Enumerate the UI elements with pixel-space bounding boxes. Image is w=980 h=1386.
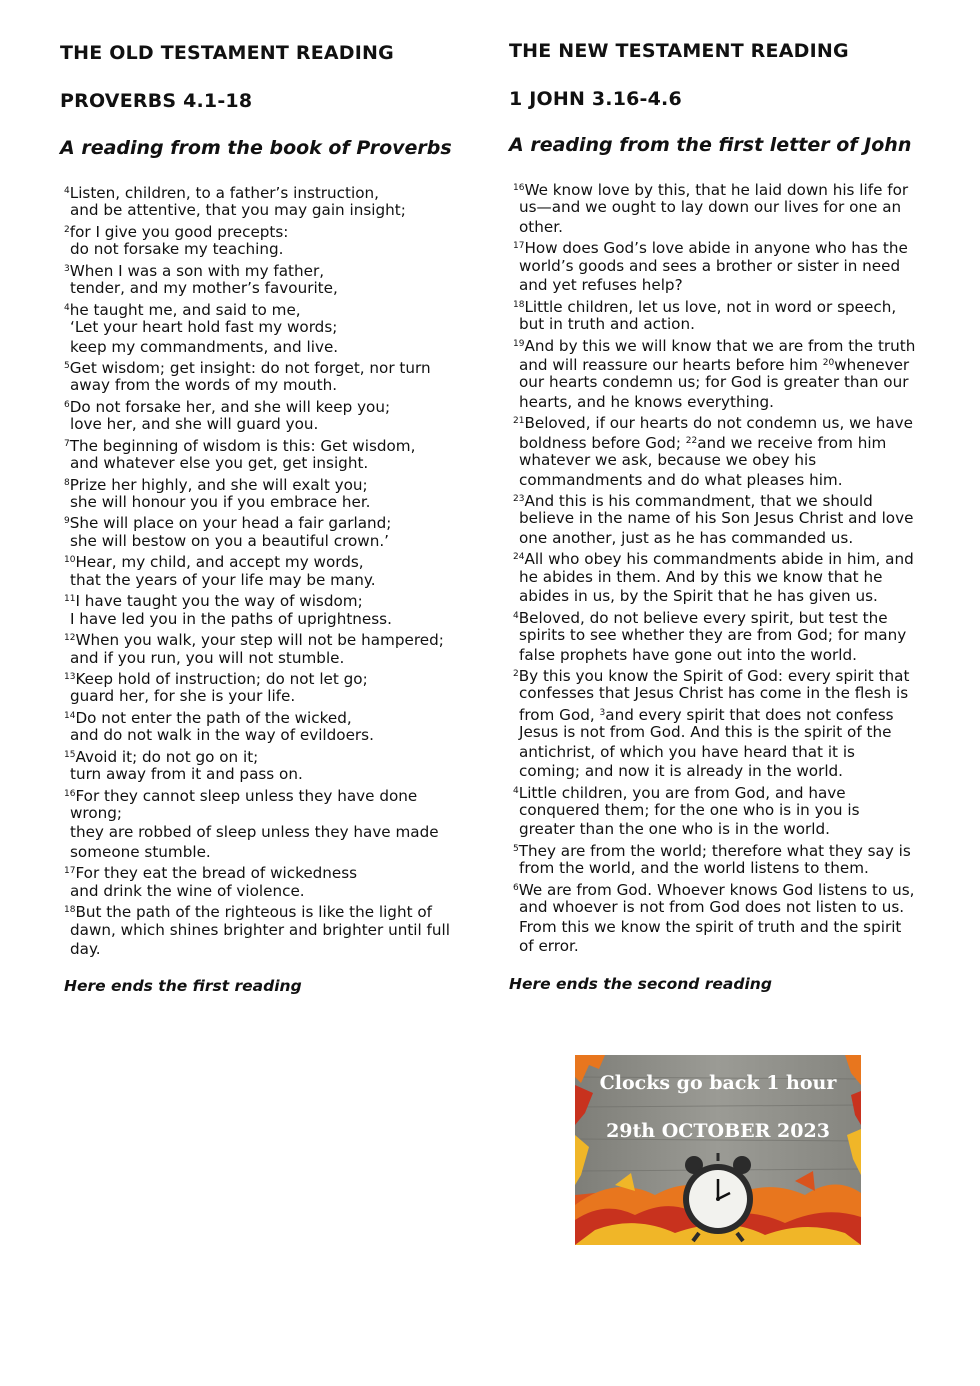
verse-text: They are from the world; therefore what they say is	[518, 841, 911, 860]
verse-line	[60, 629, 450, 648]
old-testament-heading: THE OLD TESTAMENT READING	[60, 42, 394, 64]
verse-line	[509, 471, 915, 490]
verse-text: For they eat the bread of wickedness	[75, 864, 358, 883]
verse-line	[509, 568, 915, 587]
verse-text: and whatever else you get, get insight.	[70, 454, 369, 473]
clocks-go-back-date: 29th OCTOBER 2023	[606, 1120, 830, 1142]
verse-line	[509, 218, 915, 237]
verse-number: 18	[64, 905, 76, 916]
verse-number: 14	[64, 710, 76, 721]
verse-text: Listen, children, to a father’s instruction,	[69, 184, 379, 202]
verse-line	[509, 684, 915, 703]
verse-line	[60, 201, 450, 220]
verse-line	[509, 490, 915, 509]
verse-line	[509, 451, 915, 470]
verse-number: 20	[822, 357, 835, 368]
verse-number: 4	[64, 186, 70, 196]
verse-number: 7	[64, 438, 70, 449]
verse-number: 23	[513, 494, 525, 504]
verse-text: Get wisdom; get insight: do not forget, nor turn	[69, 358, 431, 377]
verse-line	[509, 626, 915, 645]
new-testament-intro: A reading from the first letter of John	[509, 134, 912, 156]
verse-text: antichrist, of which you have heard that it is	[519, 742, 855, 761]
verse-text: from God,	[519, 705, 600, 724]
verse-text: someone stumble.	[70, 842, 211, 861]
verse-line	[509, 801, 915, 820]
verse-text: boldness before God;	[519, 433, 686, 452]
verse-line	[60, 668, 450, 687]
verse-text: and every spirit that does not confess	[605, 705, 894, 724]
verse-line	[60, 843, 450, 862]
verse-number: 4	[513, 785, 519, 796]
verse-text: Little children, let us love, not in word or speech,	[524, 297, 897, 316]
verse-line	[60, 862, 450, 881]
verse-line	[509, 237, 915, 256]
verse-line	[60, 435, 450, 454]
verse-text: and whoever is not from God does not listen to us.	[519, 898, 905, 917]
new-testament-heading: THE NEW TESTAMENT READING	[509, 40, 849, 62]
verse-text: he taught me, and said to me,	[69, 300, 301, 319]
verse-line	[60, 376, 450, 395]
verse-text: When I was a son with my father,	[69, 261, 325, 280]
verse-text: How does God’s love abide in anyone who has the	[524, 239, 908, 258]
verse-text: The beginning of wisdom is this: Get wisdom,	[69, 436, 416, 455]
verse-number: 19	[513, 338, 525, 349]
verse-line	[60, 901, 450, 920]
verse-text: From this we know the spirit of truth and the spirit	[519, 917, 902, 936]
verse-number: 8	[64, 477, 70, 488]
verse-line	[60, 726, 450, 745]
verse-text: and do not walk in the way of evildoers.	[70, 726, 374, 745]
verse-line	[509, 296, 915, 315]
verse-text: from the world, and the world listens to them.	[519, 859, 869, 878]
verse-line	[509, 918, 915, 937]
verse-text: And this is his commandment, that we should	[524, 492, 873, 510]
verse-text: and drink the wine of violence.	[70, 881, 305, 900]
verse-text: turn away from it and pass on.	[70, 765, 303, 784]
verse-text: I have led you in the paths of uprightness.	[70, 609, 392, 628]
verse-line	[509, 529, 915, 548]
verse-text: For they cannot sleep unless they have done	[75, 786, 418, 805]
verse-line	[509, 509, 915, 528]
verse-line	[60, 279, 450, 298]
verse-line	[509, 879, 915, 898]
verse-text: other.	[519, 217, 563, 236]
old-testament-intro: A reading from the book of Proverbs	[60, 137, 452, 159]
verse-text: and yet refuses help?	[519, 276, 683, 295]
verse-line	[509, 354, 915, 373]
verse-text: We know love by this, that he laid down his life for	[524, 181, 909, 199]
verse-line	[60, 338, 450, 357]
verse-text: and if you run, you will not stumble.	[70, 648, 345, 667]
verse-number: 16	[513, 183, 525, 193]
verse-line	[60, 357, 450, 376]
verse-line	[60, 610, 450, 629]
verse-text: believe in the name of his Son Jesus Christ and love	[519, 509, 914, 528]
verse-line	[509, 859, 915, 878]
old-testament-reference: PROVERBS 4.1-18	[60, 90, 253, 112]
verse-number: 15	[64, 749, 76, 760]
verse-number: 3	[599, 707, 606, 718]
verse-line	[60, 415, 450, 434]
verse-number: 6	[64, 399, 70, 410]
verse-text: conquered them; for the one who is in you is	[519, 801, 860, 819]
verse-line	[60, 551, 450, 570]
verse-number: 13	[64, 671, 76, 682]
verse-line	[60, 940, 450, 959]
verse-text: coming; and now it is already in the world.	[519, 762, 844, 781]
verse-text: do not forsake my teaching.	[70, 240, 284, 259]
verse-text: us—and we ought to lay down our lives for one an	[519, 198, 902, 217]
verse-number: 6	[513, 882, 519, 893]
verse-line	[509, 276, 915, 295]
verse-line	[509, 587, 915, 606]
verse-text: for I give you good precepts:	[69, 222, 289, 241]
verse-text: tender, and my mother’s favourite,	[70, 279, 338, 298]
verse-line	[509, 257, 915, 276]
verse-number: 12	[64, 633, 76, 644]
verse-text: She will place on your head a fair garland;	[69, 514, 392, 533]
verse-text: Beloved, if our hearts do not condemn us, we have	[524, 414, 913, 433]
verse-text: they are robbed of sleep unless they have made	[70, 823, 439, 842]
verse-number: 2	[513, 668, 519, 679]
verse-text: Do not forsake her, and she will keep you;	[69, 397, 391, 416]
verse-line	[60, 240, 450, 259]
new-testament-reference: 1 JOHN 3.16-4.6	[509, 88, 682, 110]
verse-line	[60, 260, 450, 279]
verse-line	[60, 649, 450, 668]
verse-line	[509, 782, 915, 801]
verse-line	[509, 393, 915, 412]
verse-text: false prophets have gone out into the world.	[519, 645, 857, 664]
verse-text: dawn, which shines brighter and brighter until full	[70, 920, 450, 939]
verse-line	[509, 704, 915, 723]
verse-text: love her, and she will guard you.	[70, 415, 319, 434]
verse-line	[60, 804, 450, 823]
verse-text: wrong;	[70, 804, 123, 822]
verse-text: commandments and do what pleases him.	[519, 470, 843, 489]
clocks-go-back-title: Clocks go back 1 hour	[599, 1072, 837, 1094]
verse-number: 18	[513, 299, 525, 310]
verse-text: spirits to see whether they are from God; for many	[519, 626, 907, 645]
verse-text: By this you know the Spirit of God: every spirit that	[518, 666, 910, 685]
verse-line	[60, 318, 450, 337]
verse-number: 17	[513, 241, 525, 252]
verse-text: our hearts condemn us; for God is greater than our	[519, 373, 909, 392]
verse-number: 9	[64, 516, 70, 527]
old-testament-ending: Here ends the first reading	[64, 977, 302, 995]
verse-line	[60, 707, 450, 726]
verse-number: 2	[64, 224, 70, 235]
verse-line	[60, 882, 450, 901]
verse-text: guard her, for she is your life.	[70, 687, 296, 706]
verse-line	[60, 512, 450, 531]
verse-line	[60, 454, 450, 473]
verse-text: away from the words of my mouth.	[70, 376, 338, 395]
verse-number: 5	[64, 360, 70, 371]
verse-number: 11	[64, 594, 76, 605]
verse-line	[60, 221, 450, 240]
verse-line	[60, 493, 450, 512]
verse-text: Beloved, do not believe every spirit, but test the	[518, 608, 888, 627]
verse-line	[509, 335, 915, 354]
verse-line	[60, 396, 450, 415]
verse-line	[509, 179, 915, 198]
verse-line	[60, 746, 450, 765]
verse-text: he abides in them. And by this we know that he	[519, 567, 883, 586]
verse-text: and we receive from him	[697, 433, 887, 452]
verse-text: keep my commandments, and live.	[70, 337, 339, 356]
verse-text: she will bestow on you a beautiful crown.’	[70, 531, 389, 550]
verse-line	[60, 785, 450, 804]
verse-text: I have taught you the way of wisdom;	[75, 592, 363, 611]
verse-text: confesses that Jesus Christ has come in the flesh is	[519, 684, 909, 703]
verse-line	[509, 548, 915, 567]
verse-text: Do not enter the path of the wicked,	[75, 708, 352, 727]
verse-line	[509, 646, 915, 665]
verse-text: Little children, you are from God, and have	[518, 783, 846, 802]
verse-line	[60, 590, 450, 609]
verse-text: and will reassure our hearts before him	[519, 355, 823, 374]
verse-text: whenever	[834, 355, 910, 374]
verse-number: 24	[513, 552, 525, 563]
old-testament-verses	[60, 182, 450, 960]
verse-text: that the years of your life may be many.	[70, 570, 376, 589]
clocks-go-back-card	[575, 1055, 861, 1245]
verse-text: she will honour you if you embrace her.	[70, 493, 371, 511]
verse-line	[509, 432, 915, 451]
verse-number: 10	[64, 555, 76, 566]
verse-text: Hear, my child, and accept my words,	[75, 553, 364, 572]
verse-line	[509, 762, 915, 781]
verse-line	[509, 937, 915, 956]
verse-number: 4	[513, 610, 519, 621]
verse-number: 4	[64, 302, 70, 313]
new-testament-verses	[509, 179, 915, 957]
verse-line	[509, 665, 915, 684]
verse-text: abides in us, by the Spirit that he has given us.	[519, 587, 878, 606]
verse-text: hearts, and he knows everything.	[519, 392, 774, 411]
verse-text: All who obey his commandments abide in him, and	[524, 550, 914, 569]
new-testament-ending: Here ends the second reading	[509, 975, 772, 993]
verse-text: Avoid it; do not go on it;	[75, 747, 259, 766]
verse-text: When you walk, your step will not be hampered;	[75, 631, 444, 650]
verse-number: 21	[513, 416, 525, 427]
verse-number: 22	[685, 435, 698, 446]
verse-line	[509, 373, 915, 392]
verse-text: We are from God. Whoever knows God listens to us,	[518, 880, 915, 899]
verse-text: world’s goods and sees a brother or sister in need	[519, 256, 901, 275]
verse-text: whatever we ask, because we obey his	[519, 451, 817, 470]
verse-text: Prize her highly, and she will exalt you;	[69, 475, 368, 494]
verse-line	[60, 921, 450, 940]
verse-text: day.	[70, 940, 101, 959]
verse-line	[509, 820, 915, 839]
verse-text: Jesus is not from God. And this is the spirit of the	[519, 723, 892, 742]
verse-text: and be attentive, that you may gain insight;	[70, 201, 406, 220]
verse-line	[60, 571, 450, 590]
verse-text: Keep hold of instruction; do not let go;	[75, 669, 368, 688]
verse-line	[509, 840, 915, 859]
verse-text: one another, just as he has commanded us.	[519, 528, 854, 547]
verse-number: 5	[513, 843, 519, 854]
verse-text: of error.	[519, 937, 579, 956]
verse-line	[60, 299, 450, 318]
verse-text: But the path of the righteous is like the light of	[75, 903, 432, 922]
verse-line	[509, 315, 915, 334]
verse-line	[509, 723, 915, 742]
verse-line	[509, 198, 915, 217]
verse-line	[60, 182, 450, 201]
verse-text: greater than the one who is in the world.	[519, 820, 830, 839]
verse-text: ‘Let your heart hold fast my words;	[70, 318, 338, 337]
verse-line	[60, 474, 450, 493]
verse-line	[509, 743, 915, 762]
verse-number: 17	[64, 866, 76, 877]
verse-number: 3	[64, 263, 70, 274]
verse-line	[509, 898, 915, 917]
verse-text: And by this we will know that we are from the truth	[524, 336, 916, 355]
verse-number: 16	[64, 788, 76, 799]
verse-line	[60, 765, 450, 784]
verse-text: but in truth and action.	[519, 315, 695, 334]
verse-line	[60, 823, 450, 842]
verse-line	[509, 607, 915, 626]
verse-line	[509, 412, 915, 431]
verse-line	[60, 687, 450, 706]
verse-line	[60, 532, 450, 551]
